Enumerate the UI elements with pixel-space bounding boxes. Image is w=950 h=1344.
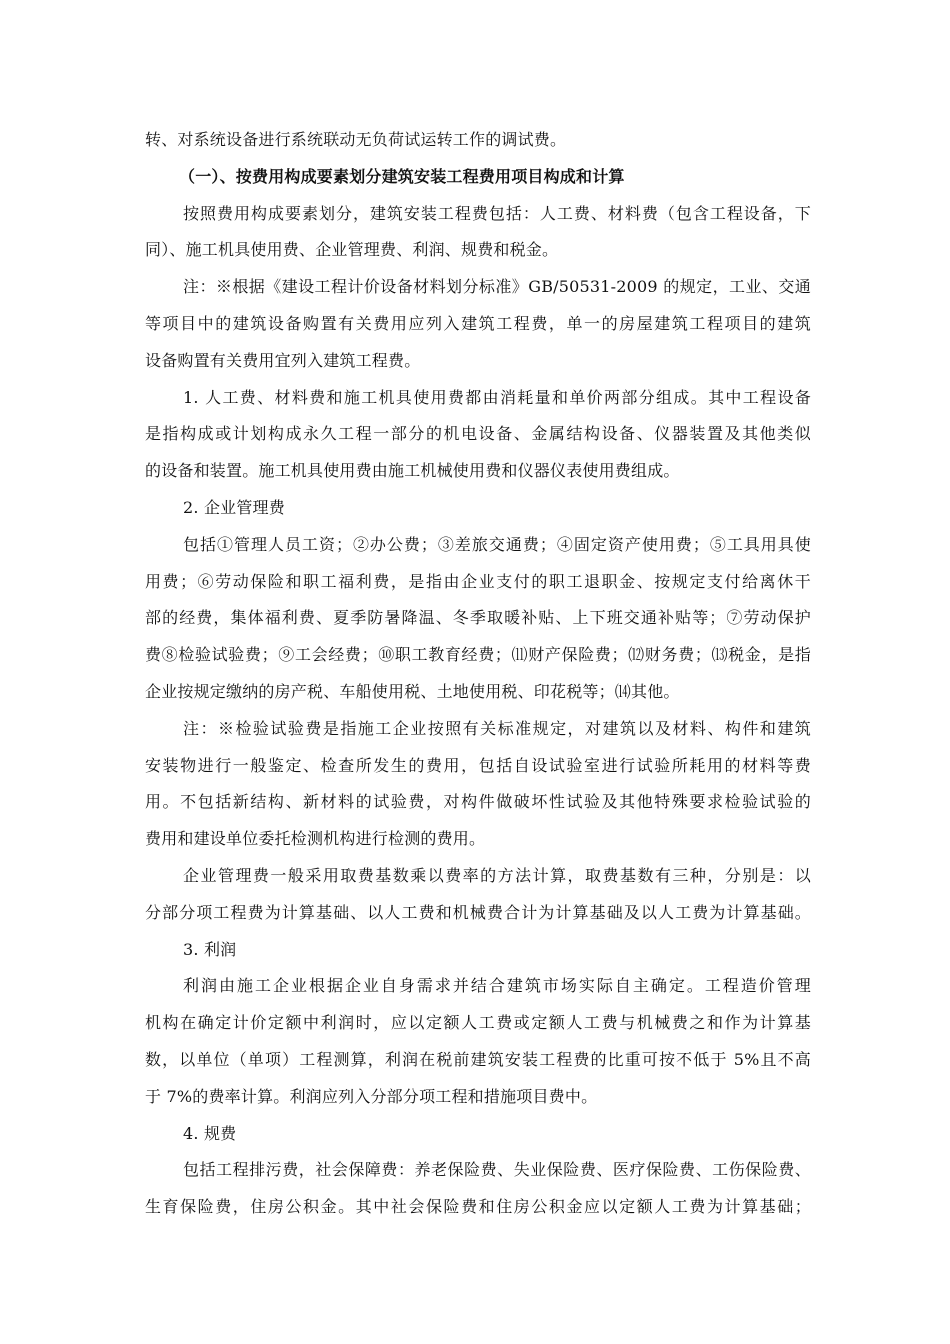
text-line: 等项目中的建筑设备购置有关费用应列入建筑工程费，单一的房屋建筑工程项目的建筑 [145,313,811,333]
text-line: 用费；⑥劳动保险和职工福利费，是指由企业支付的职工退职金、按规定支付给离休干 [145,571,811,591]
text-line: 生育保险费，住房公积金。其中社会保险费和住房公积金应以定额人工费为计算基础； [145,1197,811,1217]
text-line: 转、对系统设备进行系统联动无负荷试运转工作的调试费。 [145,130,567,149]
text-line: 分部分项工程费为计算基础、以人工费和机械费合计为计算基础及以人工费为计算基础。 [145,902,811,922]
text-line: 同）、施工机具使用费、企业管理费、利润、规费和税金。 [145,240,559,260]
text-line: 是指构成或计划构成永久工程一部分的机电设备、金属结构设备、仪器装置及其他类似 [145,424,811,444]
text-line: 的设备和装置。施工机具使用费由施工机械使用费和仪器仪表使用费组成。 [145,461,680,481]
text-line: 包括①管理人员工资；②办公费；③差旅交通费；④固定资产使用费；⑤工具用具使 [183,534,811,554]
text-line: 企业管理费一般采用取费基数乘以费率的方法计算，取费基数有三种，分别是：以 [183,865,811,885]
text-line: 利润由施工企业根据企业自身需求并结合建筑市场实际自主确定。工程造价管理 [183,976,811,996]
text-line: 部的经费，集体福利费、夏季防暑降温、冬季取暖补贴、上下班交通补贴等；⑦劳动保护 [145,608,811,628]
text-line: 数，以单位（单项）工程测算，利润在税前建筑安装工程费的比重可按不低于 5%且不高 [145,1049,811,1069]
text-line: 费⑧检验试验费；⑨工会经费；⑩职工教育经费；⑾财产保险费；⑿财务费；⒀税金，是指 [145,645,811,665]
text-line: 1. 人工费、材料费和施工机具使用费都由消耗量和单价两部分组成。其中工程设备 [183,387,811,407]
text-line: 安装物进行一般鉴定、检查所发生的费用，包括自设试验室进行试验所耗用的材料等费 [145,755,811,775]
section-heading: （一）、按费用构成要素划分建筑安装工程费用项目构成和计算 [179,166,625,186]
text-line: 按照费用构成要素划分，建筑安装工程费包括：人工费、材料费（包含工程设备，下 [183,203,811,223]
text-line: 4. 规费 [183,1123,237,1143]
text-line: 注：※根据《建设工程计价设备材料划分标准》GB/50531-2009 的规定，工业、交通 [183,277,811,297]
text-line: 费用和建设单位委托检测机构进行检测的费用。 [145,829,486,849]
text-line: 机构在确定计价定额中利润时，应以定额人工费或定额人工费与机械费之和作为计算基 [145,1013,811,1033]
text-line: 用。不包括新结构、新材料的试验费，对构件做破坏性试验及其他特殊要求检验试验的 [145,792,811,812]
text-line: 企业按规定缴纳的房产税、车船使用税、土地使用税、印花税等；⒁其他。 [145,681,680,701]
text-line: 设备购置有关费用宜列入建筑工程费。 [145,350,421,370]
text-line: 注：※检验试验费是指施工企业按照有关标准规定，对建筑以及材料、构件和建筑 [183,718,811,738]
text-line: 于 7%的费率计算。利润应列入分部分项工程和措施项目费中。 [145,1086,598,1106]
document-body [145,122,811,1226]
text-line: 包括工程排污费，社会保障费：养老保险费、失业保险费、医疗保险费、工伤保险费、 [183,1160,811,1180]
text-line: 3. 利润 [183,939,237,959]
text-line: 2. 企业管理费 [183,497,285,517]
